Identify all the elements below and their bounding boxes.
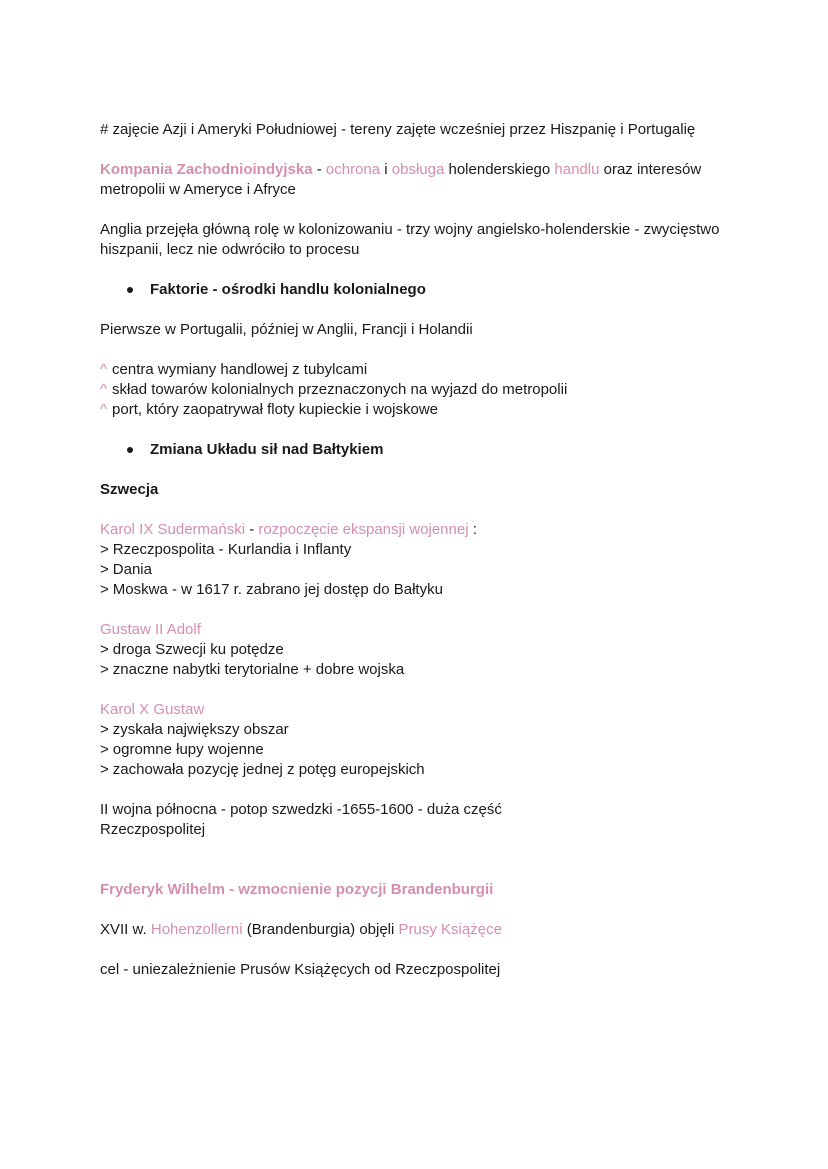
paragraph-northern-war: II wojna północna - potop szwedzki -1655-1600 - duża część Rzeczpospolitej <box>100 801 502 838</box>
heading-fryderyk-wilhelm: Fryderyk Wilhelm - wzmocnienie pozycji Brandenburgii <box>100 881 494 898</box>
caret-item-text: skład towarów kolonialnych przeznaczonych na wyjazd do metropolii <box>112 381 568 398</box>
arrow-icon: > <box>100 741 109 758</box>
text-interests: oraz interesów metropolii w Ameryce i Afryce <box>100 161 702 198</box>
text-dutch: holenderskiego <box>444 161 555 178</box>
karol-x-name: Karol X Gustaw <box>100 701 205 718</box>
arrow-icon: > <box>100 661 109 678</box>
arrow-icon: > <box>100 561 109 578</box>
text-brandenburg: (Brandenburgia) objęli <box>242 921 399 938</box>
list-item-text: Rzeczpospolita - Kurlandia i Inflanty <box>112 541 352 558</box>
arrow-icon: > <box>100 581 109 598</box>
paragraph-hohenzollern <box>100 920 740 940</box>
list-item-text: znaczne nabytki terytorialne + dobre wojska <box>112 661 405 678</box>
highlight-service: obsługa <box>391 161 445 178</box>
caret-icon: ^ <box>100 381 108 398</box>
list-item-text: droga Szwecji ku potędze <box>112 641 284 658</box>
highlight-ducal-prussia: Prusy Książęce <box>398 921 502 938</box>
list-item <box>100 720 740 740</box>
gustaw-ii-name: Gustaw II Adolf <box>100 621 201 638</box>
highlight-hohenzollern: Hohenzollerni <box>150 921 243 938</box>
section-karol-x <box>100 700 740 780</box>
list-item <box>100 560 740 580</box>
karol-ix-desc: rozpoczęcie ekspansji wojennej <box>258 521 469 538</box>
caret-icon: ^ <box>100 401 108 418</box>
text-separator: - <box>245 521 259 538</box>
karol-ix-heading <box>100 520 740 540</box>
paragraph-england-role: Anglia przejęła główną rolę w kolonizowaniu - trzy wojny angielsko-holenderskie - zwycięstwo hiszpanii, lecz nie odwróciło to procesu <box>100 221 720 258</box>
list-item-text: ogromne łupy wojenne <box>112 741 264 758</box>
paragraph-first-factories: Pierwsze w Portugalii, później w Anglii, Francji i Holandii <box>100 321 473 338</box>
list-item <box>100 640 740 660</box>
caret-item <box>100 400 740 420</box>
company-title: Kompania Zachodnioindyjska <box>100 161 313 178</box>
caret-icon: ^ <box>100 361 108 378</box>
heading-sweden: Szwecja <box>100 481 159 498</box>
caret-item-text: port, który zaopatrywał floty kupieckie i wojskowe <box>112 401 439 418</box>
list-item-text: Dania <box>112 561 152 578</box>
arrow-icon: > <box>100 641 109 658</box>
section-karol-ix <box>100 520 740 600</box>
caret-list <box>100 360 740 420</box>
highlight-protection: ochrona <box>325 161 381 178</box>
paragraph-colonies-intro: # zajęcie Azji i Ameryki Południowej - tereny zajęte wcześniej przez Hiszpanię i Portugalię <box>100 121 696 138</box>
list-item <box>100 660 740 680</box>
list-item-text: zachowała pozycję jednej z potęg europejskich <box>112 761 425 778</box>
bullet-heading-baltic: Zmiana Układu sił nad Bałtykiem <box>100 440 740 460</box>
paragraph-west-india-company <box>100 160 740 200</box>
section-gustaw-ii <box>100 620 740 680</box>
list-item <box>100 580 740 600</box>
paragraph-goal: cel - uniezależnienie Prusów Książęcych od Rzeczpospolitej <box>100 961 501 978</box>
list-item <box>100 740 740 760</box>
text-century: XVII w. <box>100 921 151 938</box>
list-item-text: Moskwa - w 1617 r. zabrano jej dostęp do Bałtyku <box>112 581 443 598</box>
arrow-icon: > <box>100 761 109 778</box>
arrow-icon: > <box>100 721 109 738</box>
bullet-heading-factories: Faktorie - ośrodki handlu kolonialnego <box>100 280 740 300</box>
list-item <box>100 760 740 780</box>
arrow-icon: > <box>100 541 109 558</box>
list-item-text: zyskała największy obszar <box>112 721 289 738</box>
caret-item <box>100 380 740 400</box>
text-colon: : <box>468 521 477 538</box>
highlight-trade: handlu <box>554 161 600 178</box>
text-and: i <box>380 161 392 178</box>
caret-item-text: centra wymiany handlowej z tubylcami <box>112 361 368 378</box>
karol-ix-name: Karol IX Sudermański <box>100 521 246 538</box>
document-content <box>100 120 740 980</box>
caret-item <box>100 360 740 380</box>
list-item <box>100 540 740 560</box>
text-separator: - <box>312 161 326 178</box>
